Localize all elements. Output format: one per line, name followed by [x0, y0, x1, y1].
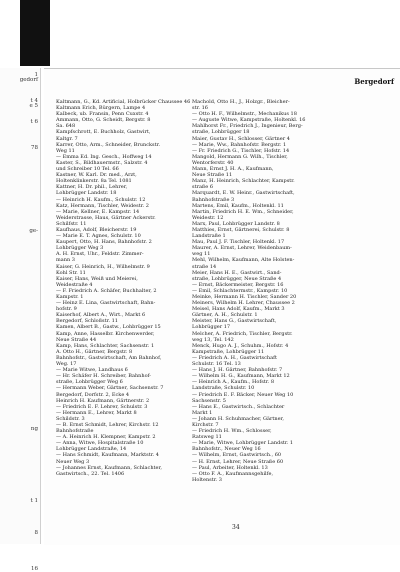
directory-entry: weg 11 — [192, 251, 211, 258]
directory-entry: Weg. 17 — [56, 361, 77, 368]
directory-entry: Meinke, Hermann H. Tischler, Sander 20 — [192, 294, 297, 300]
directory-entry: — Hans Schmidt, Kaufmann, Marktstr. 4 — [56, 452, 159, 459]
directory-entry: Meister, Hans G., Gastwirtschaft, — [192, 318, 277, 325]
directory-entry: Ratsweg 11 — [192, 434, 222, 441]
directory-entry: Lohbrügger Landstr. 18 — [56, 190, 117, 197]
directory-entry: Kampstraße, Lohbrügger 11 — [192, 348, 265, 355]
directory-entry: Bahnhofstraße 3 — [192, 196, 235, 203]
directory-entry: Landstraße 1 — [192, 233, 226, 240]
directory-entry: Bahnhofstraße — [56, 428, 94, 435]
directory-entry: Maurer, A. Ernst, Lehrer, Weidenbaum- — [192, 245, 292, 252]
directory-entry: Markt 1 — [192, 409, 213, 416]
directory-entry: Kaltmann, G., Kd. Artificial, Holbrücker Chaussee 46 — [56, 99, 191, 105]
directory-entry: hofstr. 9 — [56, 306, 77, 313]
directory-entry: — Emma Ed. Ing. Gesch., Hoffweg 14 — [56, 153, 152, 160]
left-page-fragment: e 5 — [29, 103, 38, 110]
directory-entry: — Marie, Kellner, E. Kampstr. 14 — [56, 208, 140, 215]
directory-entry: — Johann H. Schuhmacher, Gärtner, — [192, 415, 284, 422]
directory-entry: Maier, Gustav H., Schlosser, Gärtner 4 — [192, 135, 290, 142]
directory-entry: Weiderstrasse, Haus, Gärtner Ackerstr. — [56, 214, 156, 221]
directory-entry: Landstraße, Schulstr. 10 — [192, 385, 255, 392]
directory-entry: Mehl, Wilhelm, Kaufmann, Alte Holsten- — [192, 257, 295, 264]
directory-entry: Holtenklinkerstr. 8a Tel. 1081 — [56, 178, 132, 185]
directory-entry: weg 13, Tel. 142 — [192, 336, 234, 343]
directory-entry: und Schreiber 10 Tel. 66 — [56, 166, 119, 173]
directory-entry: Kaiser, G. Heinrich, H., Wilhelmstr. 9 — [56, 263, 150, 270]
page-header — [44, 69, 400, 87]
directory-entry: Sa. 648 — [56, 123, 76, 130]
directory-entry: Schilfstr. 11 — [56, 220, 87, 227]
directory-entry: Kaupert, Otto, H. Hans, Bahnhofstr. 2 — [56, 239, 152, 246]
left-page-edge — [0, 68, 41, 572]
directory-entry: — Wilhelm H. G., Kaufmann, Markt 12 — [192, 373, 290, 380]
left-page-fragment: 1 — [34, 72, 38, 78]
binding-tab — [20, 0, 50, 66]
directory-entry: Schulstr. 16 Tel. 13 — [192, 361, 241, 368]
directory-entry: — Friedrich H. Wm., Schlosser, — [192, 428, 272, 435]
directory-entry: Holtenstr. 3 — [192, 476, 222, 483]
directory-entry: Karrer, Otto, Arm., Schneider, Brunckstr. — [56, 141, 161, 148]
left-page-fragment: t 6 — [30, 118, 38, 125]
directory-entry: — Anna, Witwe, Hospitalstraße 10 — [56, 440, 144, 447]
directory-entry: Meier, Hans H. E., Gastwirt., Sand- — [192, 269, 282, 276]
directory-entry: Mangold, Hermann G. Wilh., Tischler, — [192, 153, 288, 160]
left-page-fragment: 16 — [31, 566, 38, 572]
directory-entry: Kampstr. 1 — [56, 294, 84, 300]
directory-entry: Kastner, W. Karl. Dr. med., Arzt, — [56, 172, 137, 179]
directory-entry: Lohbrügger 17 — [192, 324, 231, 331]
directory-entry: str. 16 — [192, 105, 208, 112]
directory-entry: Neue Straße 44 — [56, 336, 97, 343]
directory-entry: Bahnhofstr., Gastwirtschaft, Am Bahnhof, — [56, 354, 162, 361]
directory-entry: mann 3 — [56, 257, 75, 264]
directory-entry: — Paul, Arbeiter, Holtenkl. 13 — [192, 464, 268, 471]
directory-entry: — Emil, Schlachtermstr., Kampstr. 10 — [192, 287, 288, 294]
directory-entry: — Heinz E. Lina, Gastwirtschaft, Bahn- — [56, 300, 156, 307]
directory-entry: Marx, Paul, Lohbrügger Landstr. 8 — [192, 220, 280, 227]
directory-entry: — Hermann Weber, Gärtner, Sachsenstr. 7 — [56, 385, 164, 392]
directory-entry: Ammann, Otto, G. Scheidt, Bergstr. 8 — [56, 117, 151, 124]
directory-entry: straße 6 — [192, 184, 214, 191]
directory-entry: Menck, Hugo A. J., Schuhm., Hofstr. 4 — [192, 342, 289, 349]
directory-column-right — [192, 99, 310, 483]
left-page-fragment: 8 — [34, 529, 38, 536]
page-title: Bergedorf — [354, 77, 394, 86]
directory-entry: Gastwirtsch., 22. Tel. 1406 — [56, 470, 125, 477]
directory-entry: — Hans J. H. Gärtner, Bahnhofstr. 7 — [192, 367, 283, 374]
directory-entry: A. Otto H., Gärtner, Bergstr. 8 — [56, 348, 133, 355]
directory-entry: Meiners, Wilhelm H. Lehrer, Chaussee 2 — [192, 300, 295, 307]
directory-entry: Weidestraße 4 — [56, 281, 93, 288]
directory-entry: — Otto H. F., Wilhelmstr., Mechanikus 18 — [192, 111, 297, 118]
directory-entry: Martens, Emil, Kaufm., Holtenkl. 11 — [192, 202, 284, 209]
directory-entry: — Fr. Friedrich G., Tischler, Hofstr. 14 — [192, 147, 290, 154]
directory-entry: Kalbeck, ub. Fransin, Penn Cuxstr. 4 — [56, 111, 149, 118]
page-number: 34 — [232, 524, 240, 531]
directory-entry: — Heinrich H. Kaufm., Schulstr. 12 — [56, 196, 146, 203]
directory-entry: Lohbrügger Weg 3 — [56, 245, 104, 252]
directory-entry: Kaltgr. 7 — [56, 135, 78, 142]
directory-entry: A. H. Ernst, Uhr., Feldstr. Zimmer- — [56, 251, 144, 258]
directory-entry: Manz, H. Heinrich, Schlachter, Kampstr. — [192, 178, 295, 185]
directory-entry: Marquardt, E. W. Heinr., Gastwirtschaft, — [192, 190, 295, 197]
directory-entry: Katz, Hermann, Tischler, Weidestr. 2 — [56, 202, 149, 209]
directory-entry: Kirchstr. 7 — [192, 421, 219, 428]
directory-entry: Kattner, H. Dr. phil., Lehrer, — [56, 184, 128, 191]
directory-entry: Kaster, S., Bildhauermstr., Salzstr. 4 — [56, 159, 148, 166]
document-page — [44, 68, 400, 545]
directory-entry: — Marie, Ww., Bahnhofstr. Bergstr. 1 — [192, 141, 287, 148]
directory-entry: — Friedrich E. F. Bäcker, Neuer Weg 10 — [192, 391, 294, 398]
directory-entry: Matthies, Ernst, Gärtnerei, Schulstr. 8 — [192, 226, 290, 233]
directory-entry: Weidestr. 12 — [192, 214, 224, 221]
directory-entry: Kaltmann Erich, Bürgern, Lampe 4 — [56, 105, 146, 112]
directory-entry: Heinrich H. Kaufmann, Gärtnerstr. 2 — [56, 397, 150, 404]
left-page-fragment: t 4 — [30, 98, 38, 104]
directory-column-left — [56, 99, 191, 477]
left-page-fragment: gedorf — [19, 77, 38, 84]
directory-entry: Weg 11 — [56, 147, 75, 154]
directory-entry: straße, Lohbrügger, Neue Straße 4 — [192, 275, 282, 282]
directory-entry: Kaufhaus, Adolf, Bleicherstr. 19 — [56, 226, 137, 233]
left-page-fragment: ng — [30, 425, 38, 432]
directory-entry: — Hans E., Gastwirtsch., Schlachter — [192, 403, 285, 410]
directory-entry: Kamen, Albert B., Gastw., Lohbrügger 15 — [56, 324, 161, 331]
directory-entry: — Auguste Witwe, Kampstraße, Holtenkl. 16 — [192, 117, 306, 124]
directory-entry: Kohl Str. 11 — [56, 269, 86, 276]
directory-entry: Machold, Otto H., J., Holzgr., Bleicher- — [192, 99, 290, 105]
directory-entry: Schildstr. 3 — [56, 415, 85, 422]
directory-entry: — A. Heinrich H. Klempner, Kampstr. 2 — [56, 434, 156, 441]
directory-entry: — Marie, Witwe, Lohbrügger Landstr. 1 — [192, 440, 294, 447]
directory-entry: Bergedorf, Schloßstr. 11 — [56, 318, 118, 325]
directory-entry: — Johannes Ernst, Kaufmann, Schlachter, — [56, 464, 162, 471]
directory-entry: Neue Straße 11 — [192, 172, 233, 179]
directory-entry: — Marie Witwe, Landhaus 6 — [56, 367, 128, 374]
directory-entry: — B. Ernst Schmidt, Lehrer, Kirchstr. 12 — [56, 421, 159, 428]
directory-entry: Neuer Weg 3 — [56, 458, 90, 465]
left-page-fragment: ge- — [29, 228, 38, 234]
directory-entry: — Otto F. A., Kaufmannsgehilfe, — [192, 470, 274, 477]
directory-entry: Melcher, A. Friedrich, Tischler, Bergstr. — [192, 330, 293, 337]
directory-entry: — Marie E. T. Agnes, Schulstr. 10 — [56, 233, 141, 240]
directory-entry: straße, Lohbrügger 18 — [192, 129, 250, 136]
directory-entry: Mahlhorst Fr., Friedrich J., Ingenieur, Berg- — [192, 123, 303, 130]
directory-entry: Kamp, Anne, Hasselbr. Kirchenwerder, — [56, 330, 155, 337]
directory-entry: — Heinrich A., Kaufm., Hofstr. 8 — [192, 379, 274, 386]
directory-entry: Mann, Ernst J. H. A., Kaufmann, — [192, 166, 274, 173]
directory-entry: — Friedrich A. H., Gastwirtschaft — [192, 354, 277, 361]
directory-entry: — Ernst, Bäckermeister, Bergstr. 16 — [192, 281, 284, 288]
directory-entry: Gärtner, A. H., Schulstr. 1 — [192, 312, 258, 319]
directory-entry: Martin, Friedrich H. E. Wm., Schneider, — [192, 208, 294, 215]
left-page-fragment: 78 — [31, 144, 38, 151]
directory-entry: Wentorferstr. 40 — [192, 159, 234, 166]
directory-entry: Mau, Paul J. F. Tischler, Holtenkl. 17 — [192, 239, 285, 246]
directory-entry: Kamp, Hans, Schlachter, Sachsenstr. 1 — [56, 342, 155, 349]
directory-entry: — Wilhelm, Ernst, Gastwirtsch., 60 — [192, 452, 282, 459]
directory-entry: Kampfschrott, E. Buchholz, Gastwirt, — [56, 129, 151, 136]
directory-entry: Kaiser, Hans, Weiß und Meierei, — [56, 275, 138, 282]
directory-entry: Kaiserhof, Albert A., Wirt., Markt 6 — [56, 312, 146, 319]
directory-entry: Lohbrügger Landstraße, 14 — [56, 446, 127, 453]
directory-entry: straße 14 — [192, 263, 217, 270]
directory-entry: — Hr. Schäfer H. Schreiber, Bahnhof- — [56, 373, 151, 380]
directory-entry: — Hermann E., Lehrer, Markt 8 — [56, 409, 137, 416]
directory-entry: Sachsenstr. 5 — [192, 397, 226, 404]
directory-entry: straße, Lohbrügger Weg 6 — [56, 379, 123, 386]
directory-entry: — F. Friedrich A. Schäfer, Buchhalter, 2 — [56, 287, 157, 294]
directory-entry: Bergedorf, Dorfstr. 2, Ecke 4 — [56, 391, 130, 398]
directory-entry: — Friedrich E. F. Lehrer, Schulstr. 3 — [56, 403, 148, 410]
directory-entry: Bahnhofstr., Neuer Weg 16 — [192, 446, 261, 453]
directory-entry: — H. Ernst, Lehrer, Neue Straße 60 — [192, 458, 284, 465]
directory-entry: Meisel, Hans Adolf, Kaufm., Markt 3 — [192, 306, 285, 313]
left-page-fragment: t 1 — [30, 498, 38, 505]
